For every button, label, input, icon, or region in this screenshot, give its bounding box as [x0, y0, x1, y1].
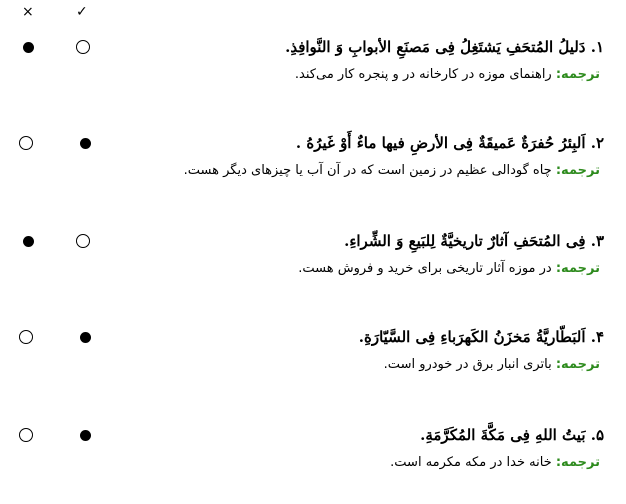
right-option-radio[interactable]: [76, 40, 90, 54]
arabic-sentence: ۴. اَلبَطّاریَّةُ مَخزَنُ الکَهرَباءِ فِی السَّیّارَةِ.: [358, 328, 604, 346]
translation-label: ترجمه:: [555, 455, 600, 470]
right-option-radio[interactable]: [76, 234, 90, 248]
arabic-sentence: ۳. فِی المُتحَفِ آثارٌ تاریخیَّةٌ لِلبَیعِ وَ الشِّراءِ.: [344, 232, 604, 250]
translation-text: راهنمای موزه در کارخانه در و پنجره کار می‌کند.: [294, 67, 552, 82]
wrong-option-radio[interactable]: [23, 236, 34, 247]
translation-label: ترجمه:: [555, 357, 600, 372]
translation-label: ترجمه:: [555, 261, 600, 276]
translation-line: [184, 162, 600, 180]
arabic-sentence: ۱. دَلیلُ المُتحَفِ یَشتَغِلُ فِی مَصنَعِ الأبوابِ وَ النَّوافِذِ.: [285, 38, 604, 56]
exercise-item: [0, 424, 626, 504]
wrong-option-radio[interactable]: [19, 330, 33, 344]
right-option-radio[interactable]: [80, 430, 91, 441]
translation-text: خانه خدا در مکه مکرمه است.: [390, 455, 552, 470]
right-option-radio[interactable]: [80, 138, 91, 149]
translation-line: [384, 356, 600, 374]
arabic-sentence: ۲. اَلبِئرُ حُفرَةٌ عَمیقَةٌ فِی الأرضِ فیها ماءٌ أَوْ غَیرُهُ .: [295, 134, 604, 152]
wrong-column-header: ×: [22, 4, 34, 20]
translation-text: باتری انبار برق در خودرو است.: [383, 357, 552, 372]
wrong-option-radio[interactable]: [23, 42, 34, 53]
translation-text: در موزه آثار تاریخی برای خرید و فروش هست.: [298, 261, 552, 276]
right-column-header: ✓: [76, 4, 88, 20]
translation-label: ترجمه:: [555, 67, 600, 82]
translation-line: [298, 260, 600, 278]
translation-line: [390, 454, 600, 472]
right-option-radio[interactable]: [80, 332, 91, 343]
exercise-item: [0, 326, 626, 406]
translation-label: ترجمه:: [555, 163, 600, 178]
wrong-option-radio[interactable]: [19, 136, 33, 150]
exercise-item: [0, 36, 626, 116]
translation-text: چاه گودالی عظیم در زمین است که در آن آب یا چیزهای دیگر هست.: [183, 163, 552, 178]
arabic-sentence: ۵. بَیتُ اللهِ فِی مَکَّةَ المُکَرَّمَةِ.: [420, 426, 604, 444]
exercise-item: [0, 230, 626, 310]
translation-line: [295, 66, 600, 84]
exercise-item: [0, 132, 626, 212]
wrong-option-radio[interactable]: [19, 428, 33, 442]
